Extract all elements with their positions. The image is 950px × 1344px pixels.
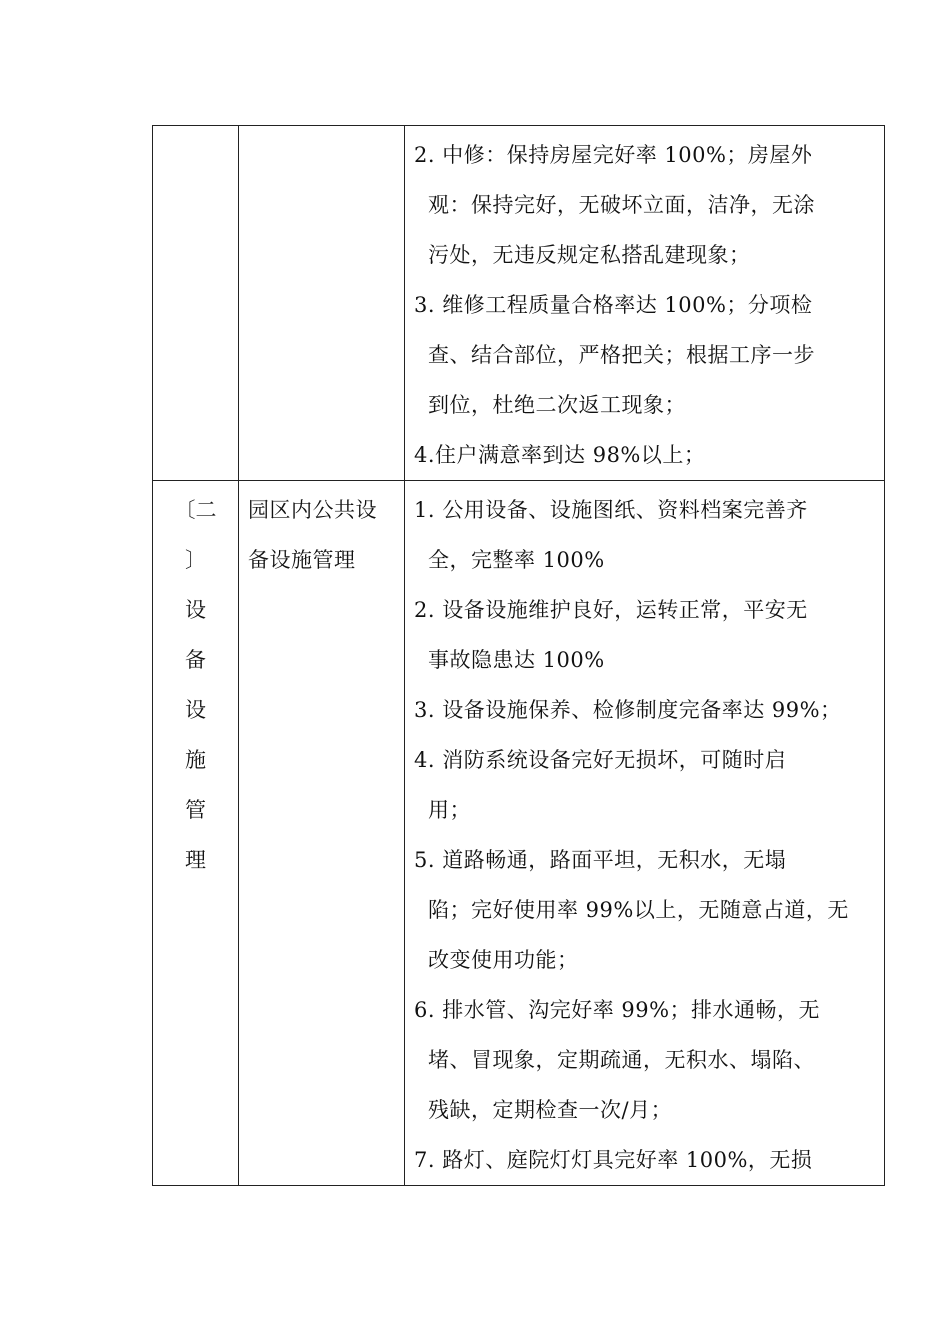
standard-line: 查、结合部位，严格把关；根据工序一步 — [428, 343, 815, 367]
item-cell — [239, 481, 405, 1186]
standard-item — [414, 585, 876, 685]
standard-line: 全，完整率 100% — [428, 548, 605, 572]
standards-cell — [405, 126, 885, 481]
standards-table — [152, 125, 885, 1186]
standard-line: 7. 路灯、庭院灯灯具完好率 100%，无损 — [414, 1148, 813, 1172]
standard-line: 用； — [428, 798, 471, 822]
standard-line: 4.住户满意率到达 98%以上； — [414, 443, 706, 467]
standard-line: 1. 公用设备、设施图纸、资料档案完善齐 — [414, 498, 808, 522]
category-char: 备 — [185, 648, 206, 672]
category-char: 管 — [185, 798, 206, 822]
standard-item — [414, 835, 876, 985]
standards-cell — [405, 481, 885, 1186]
standard-line: 3. 设备设施保养、检修制度完备率达 99%； — [414, 698, 842, 722]
category-cell — [153, 481, 239, 1186]
standard-line: 到位，杜绝二次返工现象； — [428, 393, 686, 417]
standard-item — [414, 430, 876, 480]
standard-line: 6. 排水管、沟完好率 99%；排水通畅，无 — [414, 998, 821, 1022]
standard-line: 观：保持完好，无破坏立面，洁净，无涂 — [428, 193, 815, 217]
item-cell — [239, 126, 405, 481]
category-char: 施 — [185, 748, 206, 772]
item-line: 备设施管理 — [248, 548, 356, 572]
standard-line: 陷；完好使用率 99%以上，无随意占道，无 — [428, 898, 849, 922]
standard-item — [414, 735, 876, 835]
standard-line: 4. 消防系统设备完好无损坏，可随时启 — [414, 748, 787, 772]
standard-line: 3. 维修工程质量合格率达 100%；分项检 — [414, 293, 813, 317]
standard-item — [414, 485, 876, 585]
standard-line: 2. 设备设施维护良好，运转正常，平安无 — [414, 598, 808, 622]
standard-line: 事故隐患达 100% — [428, 648, 605, 672]
category-cell — [153, 126, 239, 481]
table-row — [153, 481, 885, 1186]
standard-item — [414, 685, 876, 735]
standard-line: 堵、冒现象，定期疏通，无积水、塌陷、 — [428, 1048, 815, 1072]
table-row — [153, 126, 885, 481]
standard-line: 污处，无违反规定私搭乱建现象； — [428, 243, 751, 267]
standard-line: 2. 中修：保持房屋完好率 100%；房屋外 — [414, 143, 813, 167]
standard-line: 5. 道路畅通，路面平坦，无积水，无塌 — [414, 848, 787, 872]
category-char: 设 — [185, 598, 206, 622]
category-char: 〕 — [185, 548, 206, 572]
standard-item — [414, 1135, 876, 1185]
item-line: 园区内公共设 — [248, 498, 377, 522]
standard-item — [414, 985, 876, 1135]
standard-item — [414, 280, 876, 430]
category-char: 设 — [185, 698, 206, 722]
standard-line: 残缺，定期检查一次/月； — [428, 1098, 673, 1122]
standard-line: 改变使用功能； — [428, 948, 579, 972]
category-char: 理 — [185, 848, 206, 872]
standard-item — [414, 130, 876, 280]
category-char: 〔二 — [174, 498, 217, 522]
